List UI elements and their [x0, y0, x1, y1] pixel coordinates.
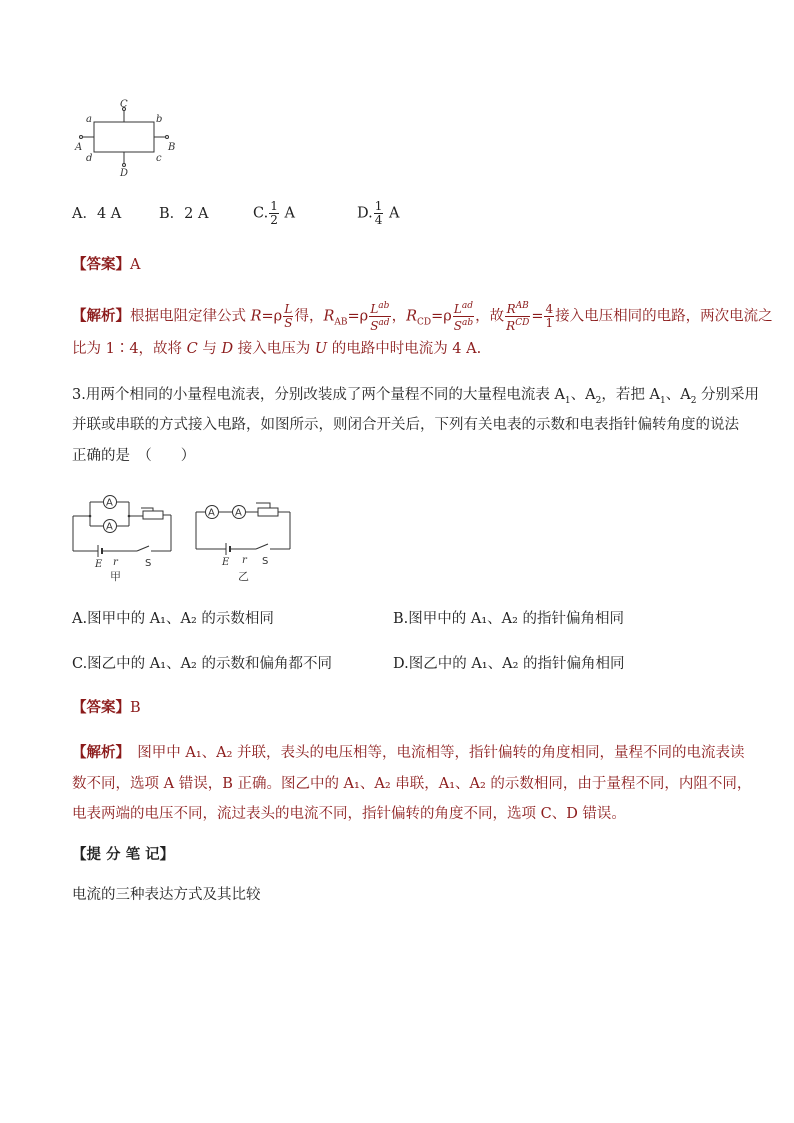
switch-icon: [137, 546, 149, 551]
switch-icon: [256, 544, 268, 549]
label-B: B: [168, 142, 176, 153]
svg-text:S: S: [262, 556, 269, 567]
q3-option-a: A.图甲中的 A₁、A₂ 的示数相同: [72, 611, 274, 627]
svg-text:A: A: [106, 497, 113, 509]
label-c: c: [156, 153, 162, 164]
option-b: B．2 A: [159, 206, 209, 222]
label-D: D: [120, 168, 129, 178]
label-a: a: [86, 114, 92, 125]
svg-text:乙: 乙: [238, 570, 249, 582]
label-d: d: [86, 153, 93, 164]
svg-text:S: S: [145, 558, 152, 569]
circuit-yi: [190, 494, 300, 582]
q3-stem-line1: 3.用两个相同的小量程电流表，分别改装成了两个量程不同的大量程电流表 $A_1$、$A_2$，若把 $A_1$、$A_2$ 分别采用: [72, 387, 760, 406]
q3-analysis-line2: 数不同，选项 A 错误，B 正确。图乙中的 A₁、A₂ 串联，A₁、A₂ 的示数相同，由于量程不同，内阻不同，: [72, 776, 752, 792]
rheostat-icon: [258, 508, 278, 516]
q3-stem-line2: 并联或串联的方式接入电路，如图所示，则闭合开关后，下列有关电表的示数和电表指针偏转角度的说法: [72, 417, 739, 433]
svg-text:A: A: [106, 521, 113, 533]
notes-line1: 电流的三种表达方式及其比较: [72, 887, 261, 903]
svg-text:r: r: [242, 555, 247, 566]
q2-analysis-line1: 【解析】根据电阻定律公式 R=ρ $\frac{L}{S}$ 得，$R_{AB}=\rho$ $\frac{L^{ab}}{S^{ad}}$ ，$R_{CD}=\rho$ $\frac{L^{ad}}{S^{ab}}$ ，故 $\frac{R^{AB}}{R^{CD}}$ = $\frac{4}{1}$ 接入电压相同的电路，两次电流之: [72, 301, 773, 333]
option-c: C. $\frac{1}{2}$ A: [253, 199, 295, 227]
circuit-jia: [65, 494, 180, 582]
rheostat-icon: [143, 511, 163, 519]
svg-text:A: A: [235, 507, 242, 519]
q3-analysis-line3: 电表两端的电压不同，流过表头的电流不同，指针偏转的角度不同，选项 C、D 错误。: [72, 806, 626, 822]
conductor-figure: [70, 98, 180, 178]
q2-answer: 【答案】A: [72, 256, 141, 273]
svg-text:E: E: [222, 557, 230, 568]
q3-option-c: C.图乙中的 A₁、A₂ 的示数和偏角都不同: [72, 656, 332, 672]
q2-analysis-line2: 比为 1∶4，故将 C 与 D 接入电压为 U 的电路中时电流为 4 A.: [72, 341, 482, 357]
q3-stem-line3: 正确的是 （ ）: [72, 448, 196, 464]
label-b: b: [156, 114, 163, 125]
svg-text:E: E: [95, 559, 103, 570]
notes-title: 【提 分 笔 记】: [72, 846, 175, 863]
label-C: C: [120, 99, 128, 110]
svg-text:甲: 甲: [110, 570, 121, 582]
svg-text:A: A: [208, 507, 215, 519]
label-A: A: [75, 142, 83, 153]
q3-option-d: D.图乙中的 A₁、A₂ 的指针偏角相同: [393, 656, 625, 672]
option-a: A．4 A: [72, 206, 122, 222]
option-d: D. $\frac{1}{4}$ A: [357, 199, 400, 227]
q3-option-b: B.图甲中的 A₁、A₂ 的指针偏角相同: [393, 611, 625, 627]
svg-text:r: r: [113, 557, 118, 568]
q3-answer: 【答案】B: [72, 699, 141, 716]
q3-analysis-line1: 【解析】 图甲中 A₁、A₂ 并联，表头的电压相等，电流相等，指针偏转的角度相同，量程不同的电流表读: [72, 744, 745, 761]
